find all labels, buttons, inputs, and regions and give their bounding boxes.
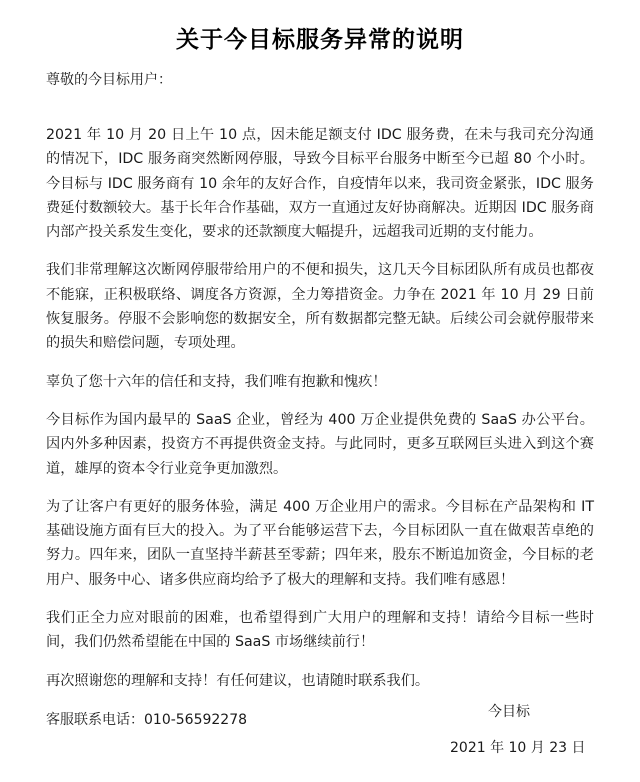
document-date: 2021 年 10 月 23 日 xyxy=(450,740,586,756)
paragraph-company-background: 今目标作为国内最早的 SaaS 企业，曾经为 400 万企业提供免费的 SaaS 办公平台。因内外多种因素，投资方不再提供资金支持。与此同时，更多互联网巨头进入到这个赛道，雄厚的资本令行业竞争更加激烈。 xyxy=(46,411,594,477)
paragraph-apology-recovery: 我们非常理解这次断网停服带给用户的不便和损失，这几天今目标团队所有成员也都夜不能寐，正积极联络、调度各方资源，全力筹措资金。力争在 2021 年 10 月 29 日前恢复服务。停服不会影响您的数据安全，所有数据都完整无缺。后续公司会就停服带来的损失和赔偿问题，专项处理。 xyxy=(46,262,594,352)
customer-service-hotline: 客服联系电话：010-56592278 xyxy=(46,711,248,728)
paragraph-request-support: 我们正全力应对眼前的困难，也希望得到广大用户的理解和支持！请给今目标一些时间，我们仍然希望能在中国的 SaaS 市场继续前行！ xyxy=(46,610,594,651)
paragraph-outage-cause: 2021 年 10 月 20 日上午 10 点，因未能足额支付 IDC 服务费，在未与我司充分沟通的情况下，IDC 服务商突然断网停服，导致今目标平台服务中断至今已超 80 个小时。今目标与 IDC 服务商有 10 余年的友好合作，自疫情年以来，我司资金紧张，IDC 服务费延付数额较大。基于长年合作基础，双方一直通过友好协商解决。近期因 IDC 服务商内部产投关系发生变化，要求的还款额度大幅提升，远超我司近期的支付能力。 xyxy=(46,127,594,241)
document-title: 关于今目标服务异常的说明 xyxy=(176,27,464,53)
paragraph-investment-efforts: 为了让客户有更好的服务体验，满足 400 万企业用户的需求。今目标在产品架构和 IT 基础设施方面有巨大的投入。为了平台能够运营下去，今目标团队一直在做艰苦卓绝的努力。四年来，团队一直坚持半薪甚至零薪；四年来，股东不断追加资金，今目标的老用户、服务中心、诸多供应商均给予了极大的理解和支持。我们唯有感恩！ xyxy=(46,498,594,588)
paragraph-regret: 辜负了您十六年的信任和支持，我们唯有抱歉和愧疚！ xyxy=(46,373,387,390)
greeting: 尊敬的今目标用户： xyxy=(46,72,172,88)
signature: 今目标 xyxy=(488,704,530,720)
paragraph-thanks: 再次照谢您的理解和支持！有任何建议，也请随时联系我们。 xyxy=(46,672,430,689)
